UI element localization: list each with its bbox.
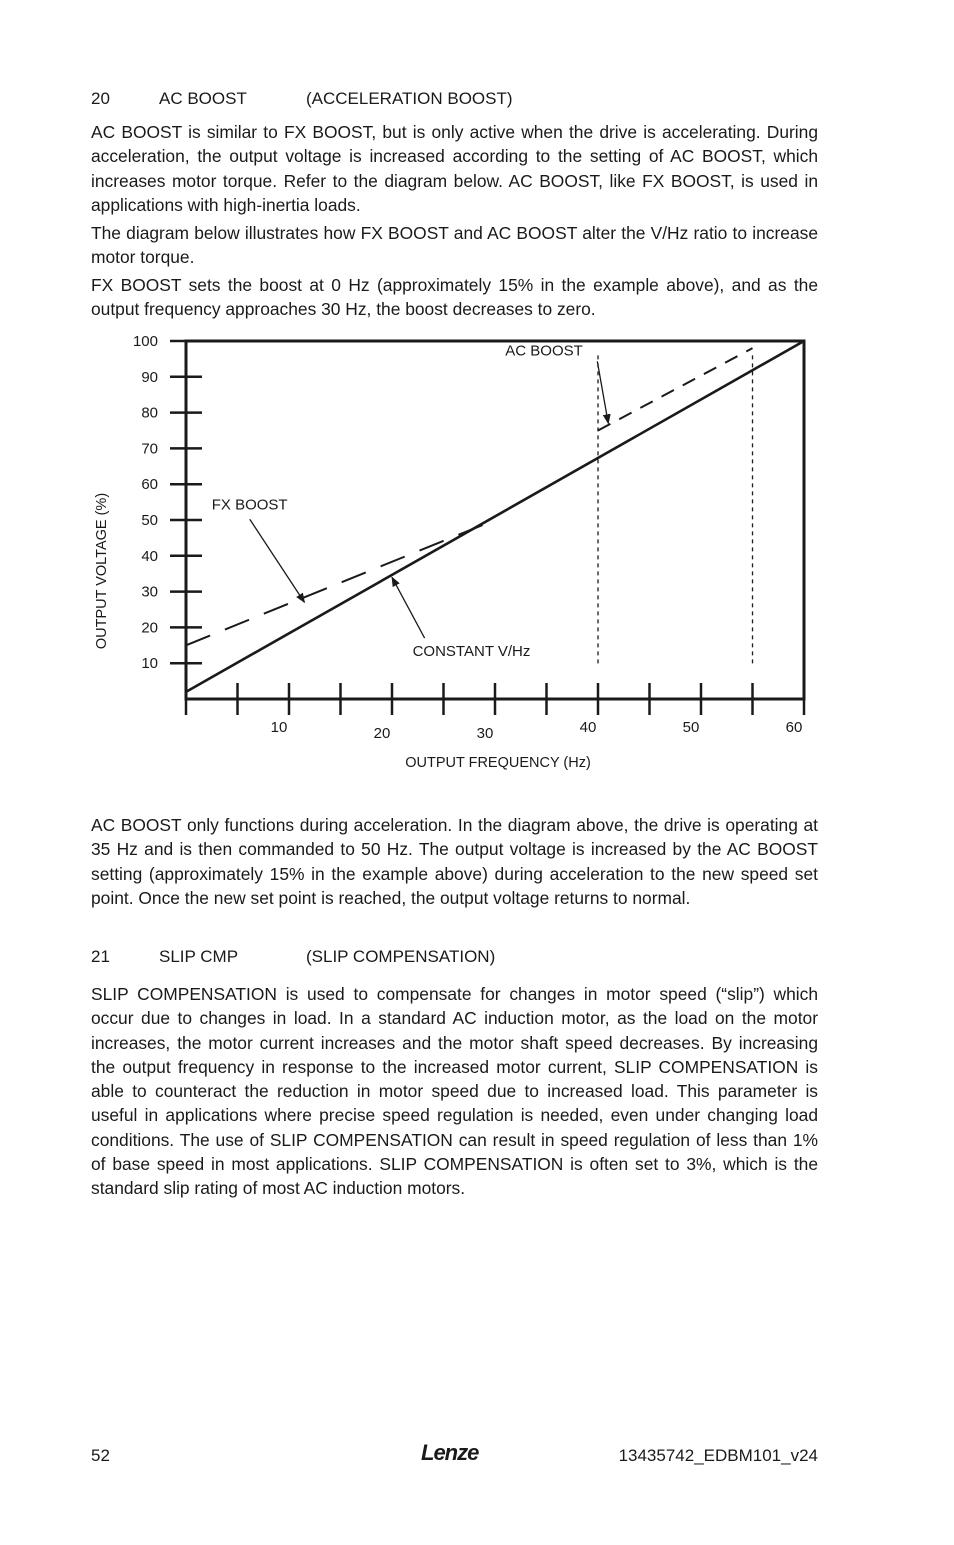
x-tick-label: 40: [579, 719, 597, 736]
section-name: SLIP CMP: [159, 947, 239, 966]
x-tick-label: 60: [785, 719, 803, 736]
annotations: [212, 342, 609, 660]
section-name: AC BOOST: [159, 89, 247, 108]
series-ac-boost: [598, 348, 753, 430]
x-tick-label: 20: [373, 725, 391, 742]
annotation-label: CONSTANT V/Hz: [412, 643, 531, 661]
paragraph-ac-boost-detail: AC BOOST only functions during acceleration. In the diagram above, the drive is operating at 35 Hz and is then commanded to 50 Hz. The output voltage is increased by the AC BOOST setting (approximately 15% in the example above) during acceleration to the new speed set point. Once the new set point is reached, the output voltage returns to normal.: [91, 815, 818, 908]
x-tick-label: 10: [270, 719, 288, 736]
y-tick-label: 100: [132, 333, 158, 350]
y-tick-label: 20: [141, 619, 158, 637]
annotation-arrow: [392, 577, 425, 638]
y-axis-ticks: [133, 333, 202, 672]
annotation-arrow: [250, 519, 305, 602]
annotation-arrow: [597, 361, 608, 423]
paragraph-diagram-intro: The diagram below illustrates how FX BOOST and AC BOOST alter the V/Hz ratio to increase motor torque.: [91, 223, 818, 268]
series-constant-v-hz: [186, 341, 804, 692]
section-heading-slip-cmp: [91, 947, 495, 967]
lenze-logo: Lenze: [421, 1440, 479, 1465]
y-axis-label: OUTPUT VOLTAGE (%): [94, 492, 110, 650]
paragraph-fx-boost: FX BOOST sets the boost at 0 Hz (approximately 15% in the example above), and as the output frequency approaches 30 Hz, the boost decreases to zero.: [91, 275, 818, 320]
y-tick-label: 80: [141, 404, 158, 422]
y-tick-label: 90: [141, 368, 158, 386]
document-id: 13435742_EDBM101_v24: [618, 1446, 818, 1465]
y-tick-label: 60: [141, 476, 158, 494]
section-number: 21: [91, 947, 110, 966]
paragraph-slip-compensation: SLIP COMPENSATION is used to compensate for changes in motor speed (“slip”) which occur due to changes in load. In a standard AC induction motor, as the load on the motor increases, the motor current increases and the motor shaft speed decreases. By increasing the output frequency in response to the increased motor current, SLIP COMPENSATION is able to counteract the reduction in motor speed due to increased load. This parameter is useful in applications where precise speed regulation is needed, even under changing load conditions. The use of SLIP COMPENSATION can result in speed regulation of less than 1% of base speed in most applications. SLIP COMPENSATION is often set to 3%, which is the standard slip rating of most AC induction motors.: [91, 984, 818, 1199]
reference-lines: [598, 355, 753, 666]
page-number: 52: [91, 1446, 110, 1465]
y-tick-label: 40: [141, 547, 158, 565]
section-full-name: (ACCELERATION BOOST): [306, 89, 513, 108]
y-tick-label: 50: [141, 512, 158, 529]
vhz-boost-chart: [90, 328, 820, 778]
y-tick-label: 30: [141, 583, 158, 601]
x-tick-label: 50: [682, 719, 700, 736]
section-full-name: (SLIP COMPENSATION): [306, 947, 496, 966]
series-fx-boost: [186, 520, 495, 645]
x-axis-ticks: [186, 683, 804, 742]
y-tick-label: 70: [141, 440, 158, 458]
annotation-label: FX BOOST: [211, 496, 288, 514]
section-heading-ac-boost: [91, 89, 513, 109]
annotation-label: AC BOOST: [505, 342, 583, 360]
series-group: [186, 341, 804, 692]
paragraph-ac-boost-intro: AC BOOST is similar to FX BOOST, but is only active when the drive is accelerating. During acceleration, the output voltage is increased according to the setting of AC BOOST, which increases motor torque. Refer to the diagram below. AC BOOST, like FX BOOST, is used in applications with high-inertia loads.: [91, 122, 818, 215]
y-tick-label: 10: [141, 655, 158, 673]
section-number: 20: [91, 89, 110, 108]
x-tick-label: 30: [476, 725, 494, 742]
x-axis-label: OUTPUT FREQUENCY (Hz): [405, 755, 591, 771]
